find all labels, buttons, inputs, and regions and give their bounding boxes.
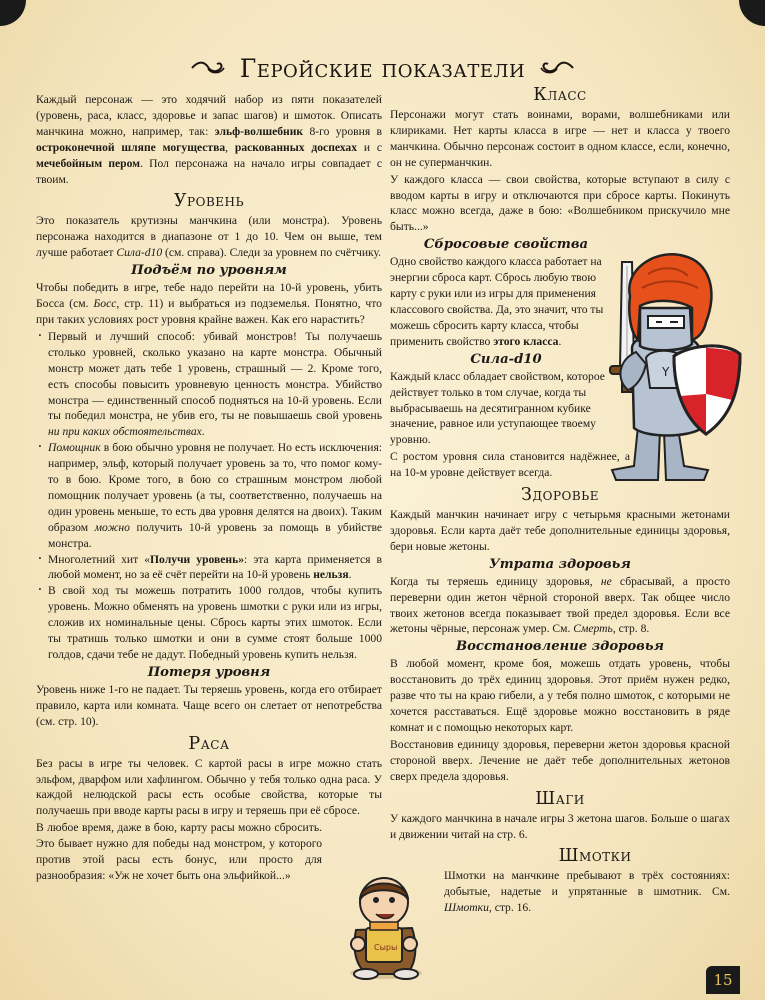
dwarf-bag-label: Сыры — [374, 943, 398, 952]
health-heading: Здоровье — [520, 485, 600, 506]
levelup-text: , стр. 11) и выбраться из подземелья. Понятно, что при таких условиях рост уровня крайне важен. Как его нарастить? — [36, 297, 382, 326]
intro-bold-pen: мечебойным пером — [36, 156, 141, 170]
health-loss-heading: Утрата здоровья — [489, 556, 631, 572]
level-text-italic: Сила-d10 — [116, 246, 163, 260]
bullet-text: Первый и лучший способ: убивай монстров! Ты получаешь столько уровней, сколько указано на карте монстра. Обычный монстр может дать тебе 1 уровень, страшный — 2. Кроме того, есть способы повысить уровневую ценность монстра. Убийство монстра — единственный способ подняться на 10-й уровень. Если ты победил монстра, не убив его, ты не повышаешь свой уровень — [48, 329, 382, 423]
list-item — [36, 329, 382, 440]
health-loss-text: сбрасывай, а просто переверни один жетон чёрной стороной вверх. Так общее число твоих жетонов всегда показывает твой предел здоровья. Если все жетоны чёрные, персонаж умер. См. — [390, 574, 730, 636]
levelup-text: Чтобы победить в игре, тебе надо перейти на 10-й уровень, убить Босса (см. — [36, 281, 382, 311]
level-loss-paragraph: Уровень ниже 1-го не падает. Ты теряешь уровень, когда его отбирает правило, карта или комната. Чаще всего он слетает от непотребства (см. стр. 10). — [36, 682, 382, 728]
levelup-paragraph — [36, 280, 382, 328]
class-paragraph-1: Персонажи могут стать воинами, ворами, волшебниками или клириками. Нет карты класса в игре — нет и класса у твоего манчкина. Обычно персонаж состоит в одном классе, если, конечно, он не суперманчкин. — [390, 108, 730, 169]
bullet-text: : эта карта применяется в любой момент, но за её счёт перейти на 10-й уровень — [48, 552, 382, 582]
health-restore-paragraph-1: В любой момент, кроме боя, можешь отдать уровень, чтобы восстановить до трёх единиц здоровья. Этот приём нужен редко, разве что ты на краю гибели, а у тебя полно шмоток, с которыми не хочется расставаться. Ещё здоровье можно восстановить в ряде комнат и с помощью некоторых карт. — [390, 657, 730, 734]
power-heading: Сила-d10 — [470, 351, 542, 367]
health-paragraph: Каждый манчкин начинает игру с четырьмя красными жетонами здоровья. Если карта даёт тебе дополнительные единицы здоровья, бери новые жетоны. — [390, 508, 730, 553]
bullet-text: . — [201, 425, 205, 439]
items-heading: Шмотки — [558, 846, 632, 867]
level-paragraph — [36, 213, 382, 261]
levelup-text-italic: Босс — [93, 297, 117, 311]
class-paragraph-2: У каждого класса — свои свойства, которые вступают в силу с вводом карты в игру и отключаются при сбросе карты. Покинуть класс можно всегда, даже в бою: «Волшебником прискучило мне быть...» — [390, 172, 730, 234]
intro-text: . Пол персонажа на начало игры совпадает с твоим. — [36, 156, 382, 186]
bullet-text: . — [348, 568, 352, 582]
power-paragraph-2: С ростом уровня сила становится надёжнее, а на 10-м уровне действует всегда. — [390, 450, 630, 480]
health-restore-heading: Восстановление здоровья — [455, 639, 665, 655]
level-loss-heading: Потеря уровня — [147, 664, 271, 680]
intro-bold-armor: раскованных доспехах — [234, 140, 358, 154]
steps-paragraph: У каждого манчкина в начале игры 3 жетона шагов. Больше о шагах и движении читай на стр. 6. — [390, 811, 730, 841]
health-loss-paragraph — [390, 574, 730, 638]
page-number: 15 — [706, 966, 740, 994]
level-heading: Уровень — [173, 191, 245, 212]
knight-illustration — [588, 248, 744, 488]
intro-text: и с — [357, 140, 382, 154]
discard-text: . — [558, 334, 562, 348]
intro-paragraph — [36, 92, 382, 187]
level-text: (см. справа). Следи за уровнем по счётчику. — [162, 246, 382, 260]
flourish-left-icon — [190, 59, 226, 77]
class-heading: Класс — [533, 85, 587, 105]
discard-text: Одно свойство каждого класса работает на энергии сброса карт. Сбрось любую твою карту с руки или из игры для применения классового свойства. Да, это значит, что ты можешь сбросить карту класса, чтобы применить свойство — [390, 255, 604, 348]
flourish-right-icon — [539, 59, 575, 77]
discard-heading: Сбросовые свойства — [423, 237, 589, 253]
health-restore-paragraph-2: Восстановив единицу здоровья, переверни жетон здоровья красной стороной вверх. Лечение не даёт тебе дополнительных жетонов сверх предела здоровья. — [390, 737, 730, 783]
left-column — [36, 92, 382, 885]
level-text: Это показатель крутизны манчкина (или монстра). Уровень персонажа находится в диапазоне от 1 до 10. Чем он выше, тем лучше работает — [36, 214, 382, 260]
intro-text: 8-го уровня в — [303, 124, 383, 138]
corner-decoration-left — [0, 0, 26, 26]
race-paragraph-2: В любое время, даже в бою, карту расы можно сбросить. Это бывает нужно для победы над монстром, у которого против этой расы есть бонус, или просто для разнообразия: «Уж не хочет быть она эльфийкой...» — [36, 821, 322, 882]
bullet-text: в бою обычно уровня не получает. Но есть исключения: например, эльф, который получает уровень за то, что помог кому-то в бою. Кроме того, в бою со страшным монстром любой помощник получает уровень (а ты, соответственно, получаешь на один уровень меньше, то есть два уровня делятся на двоих). Таким образом — [48, 441, 382, 534]
bullet-text: Многолетний хит « — [48, 552, 151, 566]
items-paragraph — [444, 868, 730, 916]
list-item — [36, 440, 382, 551]
discard-text-bold: этого класса — [493, 334, 559, 348]
items-text: , стр. 16. — [488, 901, 532, 915]
levelup-list — [36, 329, 382, 663]
steps-heading: Шаги — [535, 788, 585, 809]
right-column — [390, 85, 730, 917]
bullet-text-bold: Получи уровень» — [150, 552, 245, 566]
items-text: Шмотки на манчкине пребывают в трёх состояниях: добытые, надетые и упрятанные в шмотник. См. — [444, 869, 730, 899]
dwarf-with-snack-illustration — [336, 870, 428, 980]
svg-text:Y: Y — [662, 365, 670, 379]
race-paragraph-1: Без расы в игре ты человек. С картой расы в игре можно стать эльфом, дварфом или хафлингом. Обычно у тебя только одна раса. У каждой нелюдской расы есть особые свойства, которые ты получаешь при вводе карты расы в игру и теряешь при её сбросе. — [36, 756, 382, 818]
bullet-text-italic: ни при каких обстоятельствах — [48, 425, 202, 439]
intro-text: , — [225, 140, 235, 154]
page-header — [0, 48, 765, 88]
list-item: · В свой ход ты можешь потратить 1000 голдов, чтобы купить уровень. Можно обменять на уровень шмотки с руки или из игры, сложив их номинальные цены. Сбрось карты этих шмоток. Если ты тратишь только шмотки и они в сумме стоят больше 1000 голдов, сдачи тебе не дадут. Победный уровень купить нельзя. — [36, 583, 382, 663]
bullet-text-italic: можно — [94, 520, 130, 534]
list-item — [36, 552, 382, 584]
health-loss-text: Когда ты теряешь единицу здоровья, — [390, 574, 601, 588]
intro-text: Каждый персонаж — это ходячий набор из пяти показателей (уровень, раса, класс, здоровье и запас шагов) и шмоток. Описать манчкина можно, например, так: — [36, 93, 382, 138]
items-text-italic: Шмотки — [444, 901, 489, 915]
bullet-text-bold: нельзя — [313, 568, 349, 582]
health-loss-text-italic: не — [600, 574, 612, 588]
levelup-heading: Подъём по уровням — [131, 263, 287, 279]
race-heading: Раса — [188, 733, 230, 754]
health-loss-text-italic: Смерть — [573, 622, 613, 636]
bullet-text-italic: Помощник — [48, 441, 101, 455]
health-loss-text: , стр. 8. — [612, 622, 650, 636]
intro-bold-class: эльф-волшебник — [214, 124, 304, 138]
bullet-text: получить 10-й уровень за помощь в убийстве монстра. — [48, 520, 382, 550]
corner-decoration-right — [739, 0, 765, 26]
intro-bold-hat: остроконечной шляпе могущества — [36, 140, 226, 154]
page-title: Геройские показатели — [239, 53, 526, 83]
power-paragraph: Каждый класс обладает свойством, которое действует только в том случае, когда ты выбрасываешь на десятигранном кубике значение, равное или уступающее твоему уровню. — [390, 369, 605, 447]
